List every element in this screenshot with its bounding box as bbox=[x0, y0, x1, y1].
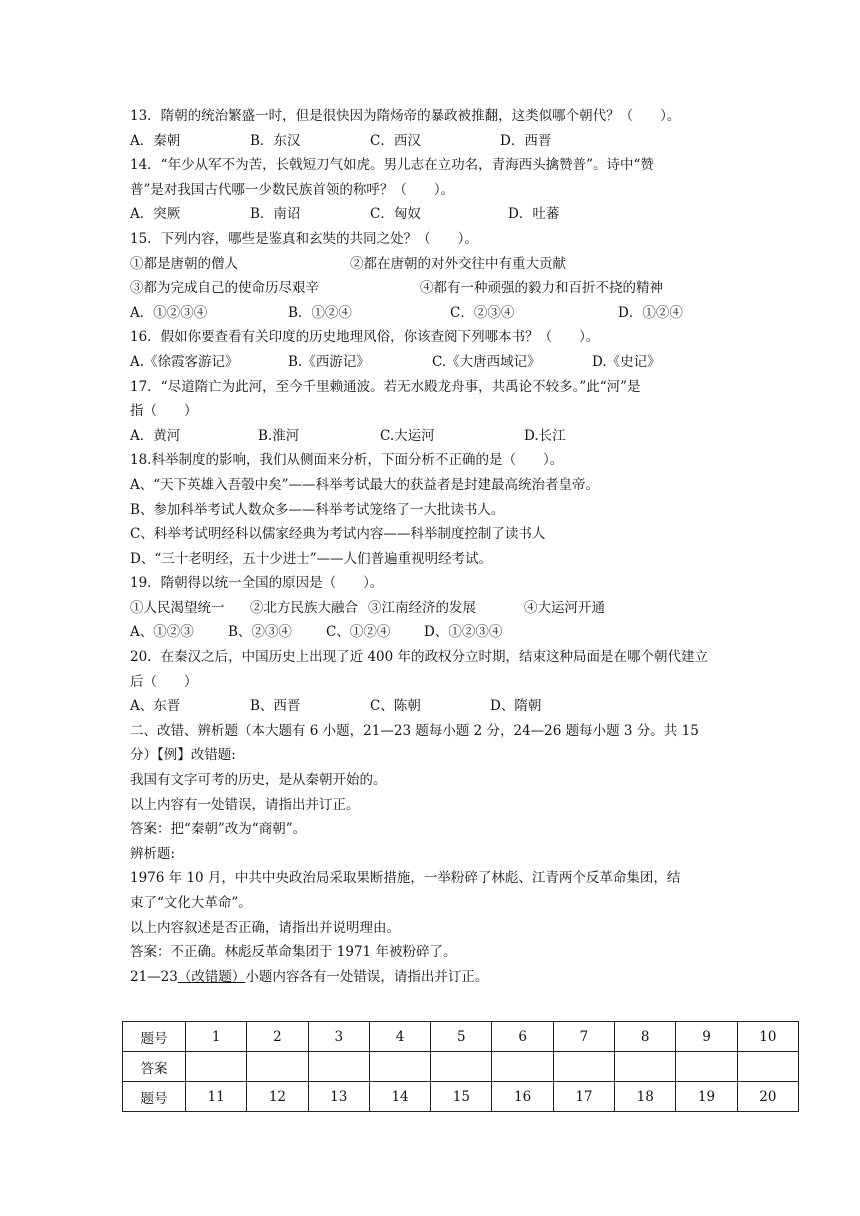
q16-option-a: A.《徐霞客游记》 bbox=[130, 353, 239, 370]
example-answer: 答案：把“秦朝”改为“商朝”。 bbox=[130, 821, 307, 838]
table-cell: 13 bbox=[308, 1082, 369, 1112]
example-prompt: 以上内容有一处错误，请指出并订正。 bbox=[130, 796, 360, 813]
table-cell: 3 bbox=[308, 1022, 369, 1052]
q15-item-2: ②都在唐朝的对外交往中有重大贡献 bbox=[350, 255, 566, 272]
q13-stem: 13．隋朝的统治繁盛一时，但是很快因为隋炀帝的暴政被推翻，这类似哪个朝代？（ ）。 bbox=[130, 108, 681, 124]
answer-cell[interactable] bbox=[308, 1052, 369, 1082]
answer-table bbox=[122, 1021, 799, 1112]
q18-option-b: B、参加科举考试人数众多——科举考试笼络了一大批读书人。 bbox=[130, 501, 505, 518]
answer-cell[interactable] bbox=[369, 1052, 430, 1082]
instruction-21-23 bbox=[130, 965, 770, 990]
q16-stem: 16．假如你要查看有关印度的历史地理风俗，你该查阅下列哪本书？（ ）。 bbox=[130, 329, 600, 346]
table-cell: 10 bbox=[737, 1022, 798, 1052]
q13-option-b: B．东汉 bbox=[250, 132, 301, 149]
q16-option-d: D.《史记》 bbox=[592, 353, 661, 370]
table-cell: 20 bbox=[737, 1082, 798, 1112]
q15-option-c: C．②③④ bbox=[450, 304, 515, 321]
q20-option-b: B、西晋 bbox=[250, 698, 301, 715]
q13-options bbox=[130, 129, 770, 154]
q13-option-c: C．西汉 bbox=[370, 132, 421, 149]
table-cell: 12 bbox=[247, 1082, 308, 1112]
answer-cell[interactable] bbox=[553, 1052, 614, 1082]
q17-option-c: C.大运河 bbox=[380, 427, 435, 444]
example-text: 我国有文字可考的历史，是从秦朝开始的。 bbox=[130, 772, 387, 789]
answer-cell[interactable] bbox=[431, 1052, 492, 1082]
q19-item-4: ④大运河开通 bbox=[524, 599, 605, 616]
q20-option-a: A、东晋 bbox=[130, 698, 181, 715]
q19-items bbox=[130, 596, 770, 621]
q16-option-b: B.《西游记》 bbox=[288, 353, 370, 370]
section2-heading-line1: 二、改错、辨析题（本大题有 6 小题，21—23 题每小题 2 分，24—26 题每小题 3 分。共 15 bbox=[130, 722, 699, 739]
q20-option-d: D、隋朝 bbox=[490, 698, 542, 715]
analysis-text-line2: 束了“文化大革命”。 bbox=[130, 895, 252, 911]
instruction-prefix: 21—23 bbox=[130, 968, 178, 985]
table-row bbox=[123, 1052, 799, 1082]
q16-options bbox=[130, 350, 770, 375]
table-cell: 7 bbox=[553, 1022, 614, 1052]
q19-option-d: D、①②③④ bbox=[424, 624, 503, 641]
table-row bbox=[123, 1022, 799, 1052]
table-cell: 18 bbox=[615, 1082, 676, 1112]
q17-option-d: D.长江 bbox=[524, 427, 566, 444]
q18-option-c: C、科举考试明经科以儒家经典为考试内容——科举制度控制了读书人 bbox=[130, 526, 546, 543]
q17-stem-line1: 17．“尽道隋亡为此河，至今千里赖通波。若无水殿龙舟事，共禹论不较多。”此“河”是 bbox=[130, 378, 641, 395]
q14-option-c: C．匈奴 bbox=[370, 206, 421, 223]
q14-option-b: B．南诏 bbox=[250, 206, 301, 223]
table-cell: 8 bbox=[615, 1022, 676, 1052]
analysis-text-line1: 1976 年 10 月，中共中央政治局采取果断措施，一举粉碎了林彪、江青两个反革命集团，结 bbox=[130, 870, 681, 887]
q15-options bbox=[130, 301, 770, 326]
q20-option-c: C、陈朝 bbox=[370, 698, 421, 715]
analysis-label: 辨析题: bbox=[130, 845, 176, 862]
answer-cell[interactable] bbox=[615, 1052, 676, 1082]
table-cell: 5 bbox=[431, 1022, 492, 1052]
table-row bbox=[123, 1082, 799, 1112]
analysis-prompt: 以上内容叙述是否正确，请指出并说明理由。 bbox=[130, 919, 400, 936]
q15-items-row2 bbox=[130, 276, 770, 301]
q19-option-a: A、①②③ bbox=[130, 624, 194, 641]
q14-option-d: D．吐蕃 bbox=[508, 206, 560, 223]
table-cell: 15 bbox=[431, 1082, 492, 1112]
table-cell: 16 bbox=[492, 1082, 553, 1112]
q18-option-d: D、“三十老明经，五十少进士”——人们普遍重视明经考试。 bbox=[130, 550, 493, 567]
section2-heading-line2: 分）【例】改错题: bbox=[130, 747, 236, 764]
answer-cell[interactable] bbox=[737, 1052, 798, 1082]
q15-stem: 15．下列内容，哪些是鉴真和玄奘的共同之处？（ ）。 bbox=[130, 230, 478, 247]
instruction-underlined: （改错题） bbox=[177, 968, 246, 985]
table-cell-label: 答案 bbox=[123, 1052, 186, 1082]
table-cell: 14 bbox=[369, 1082, 430, 1112]
q14-options bbox=[130, 202, 770, 227]
q14-stem-line1: 14．“年少从军不为苦，长戟短刀气如虎。男儿志在立功名，青海西头擒赞普”。诗中“赞 bbox=[130, 157, 654, 174]
q20-options bbox=[130, 694, 770, 719]
q15-items-row1 bbox=[130, 252, 770, 277]
q15-option-a: A．①②③④ bbox=[130, 304, 208, 321]
q13-option-d: D．西晋 bbox=[500, 132, 552, 149]
answer-cell[interactable] bbox=[247, 1052, 308, 1082]
table-cell: 9 bbox=[676, 1022, 737, 1052]
q15-item-4: ④都有一种顽强的毅力和百折不挠的精神 bbox=[420, 280, 663, 297]
q15-option-b: B．①②④ bbox=[288, 304, 352, 321]
q19-item-1: ①人民渴望统一 bbox=[130, 599, 225, 616]
q19-option-c: C、①②④ bbox=[326, 624, 391, 641]
exam-page bbox=[130, 104, 770, 989]
q14-option-a: A．突厥 bbox=[130, 206, 181, 223]
table-cell-label: 题号 bbox=[123, 1022, 186, 1052]
q17-option-b: B.淮河 bbox=[258, 427, 300, 444]
table-cell: 4 bbox=[369, 1022, 430, 1052]
table-cell: 1 bbox=[186, 1022, 247, 1052]
table-cell: 17 bbox=[553, 1082, 614, 1112]
table-cell: 2 bbox=[247, 1022, 308, 1052]
q18-option-a: A、“天下英雄入吾彀中矣”——科举考试最大的获益者是封建最高统治者皇帝。 bbox=[130, 476, 600, 493]
answer-cell[interactable] bbox=[492, 1052, 553, 1082]
analysis-answer: 答案：不正确。林彪反革命集团于 1971 年被粉碎了。 bbox=[130, 944, 457, 961]
table-cell-label: 题号 bbox=[123, 1082, 186, 1112]
answer-cell[interactable] bbox=[186, 1052, 247, 1082]
table-cell: 6 bbox=[492, 1022, 553, 1052]
q19-options bbox=[130, 620, 770, 645]
q14-stem-line2: 普”是对我国古代哪一少数民族首领的称呼？（ ）。 bbox=[130, 181, 455, 198]
q19-item-3: ③江南经济的发展 bbox=[368, 599, 476, 616]
q20-stem-line1: 20．在秦汉之后，中国历史上出现了近 400 年的政权分立时期，结束这种局面是在哪个朝代建立 bbox=[130, 649, 709, 666]
q19-stem: 19．隋朝得以统一全国的原因是（ ）。 bbox=[130, 575, 384, 592]
table-cell: 11 bbox=[186, 1082, 247, 1112]
instruction-suffix: 小题内容各有一处错误，请指出并订正。 bbox=[245, 968, 489, 985]
q17-options bbox=[130, 424, 770, 449]
q17-stem-line2: 指（ ） bbox=[130, 403, 198, 420]
q18-stem: 18.科举制度的影响，我们从侧面来分析，下面分析不正确的是（ ）。 bbox=[130, 452, 564, 469]
q15-item-1: ①都是唐朝的僧人 bbox=[130, 255, 238, 272]
q20-stem-line2: 后（ ） bbox=[130, 673, 198, 690]
answer-cell[interactable] bbox=[676, 1052, 737, 1082]
q17-option-a: A．黄河 bbox=[130, 427, 181, 444]
q15-option-d: D．①②④ bbox=[618, 304, 683, 321]
q19-option-b: B、②③④ bbox=[228, 624, 292, 641]
q13-option-a: A．秦朝 bbox=[130, 132, 181, 149]
table-cell: 19 bbox=[676, 1082, 737, 1112]
q19-item-2: ②北方民族大融合 bbox=[250, 599, 358, 616]
q16-option-c: C.《大唐西域记》 bbox=[432, 353, 541, 370]
q15-item-3: ③都为完成自己的使命历尽艰辛 bbox=[130, 280, 319, 297]
